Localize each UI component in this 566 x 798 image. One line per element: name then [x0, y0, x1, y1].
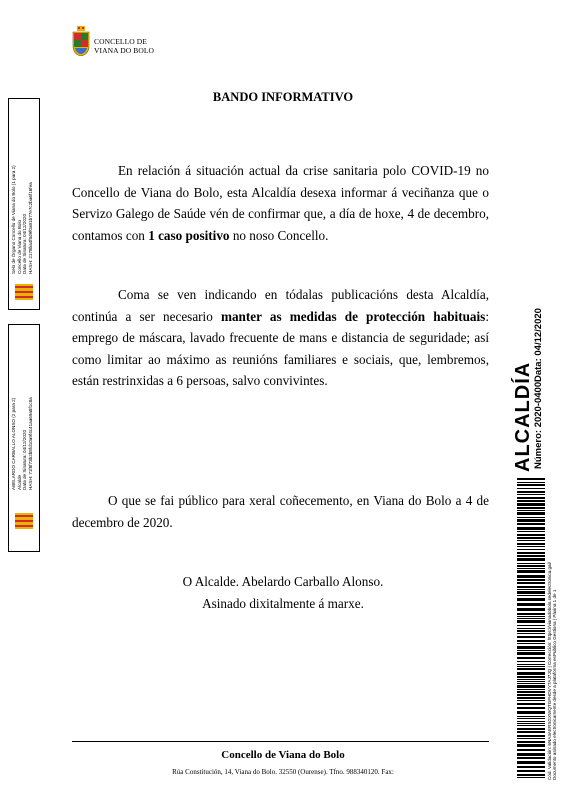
- barcode-bar: [517, 738, 545, 739]
- barcode-bar: [517, 625, 545, 626]
- barcode-bar: [517, 643, 545, 644]
- paragraph-1: [72, 160, 489, 246]
- barcode-bar: [517, 744, 545, 747]
- barcode-bar: [517, 646, 545, 649]
- barcode-bar: [517, 633, 545, 634]
- barcode-bar: [517, 543, 545, 545]
- barcode-bar: [517, 652, 545, 655]
- p1-bold: 1 caso positivo: [148, 227, 230, 243]
- document-title: BANDO INFORMATIVO: [212, 90, 354, 104]
- barcode-bar: [517, 589, 545, 590]
- barcode-bar: [517, 534, 545, 536]
- stamp-1-line: Data de Sinatura: 04/12/2020: [22, 213, 28, 274]
- p2-text-end: : emprego de máscara, lavado frecuente de mans e distancia de seguridade; así como limitar ao máximo as reunións familiares e sociais, que, lembremos, están restrinxidas a 6 persoas, salvo convivintes.: [72, 308, 489, 388]
- barcode-bar: [517, 668, 545, 670]
- barcode-bar: [517, 484, 545, 486]
- barcode-bar: [517, 570, 545, 573]
- barcode-bar: [517, 731, 545, 733]
- barcode-bar: [517, 661, 545, 662]
- barcode-bar: [517, 546, 545, 547]
- barcode-bar: [517, 575, 545, 578]
- barcode-bar: [517, 478, 545, 480]
- barcode-bar: [517, 586, 545, 588]
- barcode-bar: [517, 685, 545, 688]
- signature-line-2: Asinado dixitalmente á marxe.: [202, 595, 364, 611]
- barcode-bar: [517, 527, 545, 530]
- signature-block: [0, 571, 566, 614]
- org-line-2: VIANA DO BOLO: [94, 46, 155, 55]
- barcode-bar: [517, 497, 545, 499]
- barcode-bar: [517, 512, 545, 515]
- coat-of-arms-icon: [15, 284, 33, 300]
- barcode-bar: [517, 774, 545, 776]
- barcode-bar: [517, 707, 545, 709]
- barcode-bar: [517, 711, 545, 714]
- paragraph-3: [72, 490, 489, 533]
- barcode-bar: [517, 603, 545, 606]
- barcode-bar: [517, 735, 545, 737]
- footer-divider: [72, 741, 489, 742]
- barcode-bar: [517, 552, 545, 554]
- barcode-bar: [517, 681, 545, 682]
- coat-of-arms-icon: [72, 26, 90, 56]
- barcode-bar: [517, 568, 545, 569]
- barcode-bar: [517, 517, 545, 518]
- barcode-bar: [517, 741, 545, 743]
- stamp-2-line: ABELARDO CARBALLO ALONSO (2 para 2): [11, 397, 16, 490]
- barcode-bar: [517, 582, 545, 584]
- barcode-bar: [517, 664, 545, 665]
- barcode-bar: [517, 721, 545, 722]
- barcode-bar: [517, 630, 545, 632]
- barcode-bar: [517, 563, 545, 564]
- stamp-2-line: Data de Sinatura: 04/12/2020: [22, 429, 28, 490]
- barcode-bar: [517, 691, 545, 693]
- number-label: Número: 2020-0400: [533, 381, 544, 469]
- barcode-bar: [517, 657, 545, 659]
- barcode-bar: [517, 770, 545, 772]
- barcode-bar: [517, 753, 545, 756]
- barcode-bar: [517, 620, 545, 623]
- barcode-bar: [517, 700, 545, 701]
- validation-line-2: Documento asinado electronicamente desde a plataforma esPublico Gestiona | Páxina 1 de 1: [552, 589, 558, 780]
- barcode-bar: [517, 494, 545, 495]
- barcode-bar: [517, 510, 545, 511]
- barcode-bar: [517, 728, 545, 730]
- barcode-bar: [517, 500, 545, 502]
- barcode-bar: [517, 488, 545, 489]
- barcode-bar: [517, 616, 545, 617]
- barcode-bar: [517, 482, 545, 483]
- section-label: ALCALDÍA: [512, 361, 534, 472]
- date-label: Data: 04/12/2020: [533, 308, 544, 382]
- barcode-bar: [517, 683, 545, 684]
- barcode-bar: [517, 523, 545, 525]
- stamp-1-line: Selo de Órgano Concello de Viana do Bolo (1 para 2): [11, 165, 16, 274]
- barcode-bar: [517, 766, 545, 768]
- barcode-bar: [517, 491, 545, 493]
- barcode-bar: [517, 694, 545, 696]
- footer-address: Rúa Constitución, 14, Viana do Bolo. 32550 (Ourense). Tfno. 988340120. Fax:: [172, 768, 394, 776]
- barcode-bar: [517, 718, 545, 719]
- barcode-bar: [517, 628, 545, 629]
- p2-text: Coma se ven indicando en tódalas publicacións desta Alcaldía, continúa a ser necesario: [72, 287, 489, 324]
- signature-stamp-2: [8, 324, 40, 552]
- p3-text: O que se fai público para xeral coñecemento, en Viana do Bolo a 4 de decembro de 2020.: [72, 493, 489, 530]
- signature-stamp-1: [8, 98, 40, 310]
- stamp-1-line: Concello de Viana do Bolo: [16, 219, 22, 274]
- barcode-bar: [517, 565, 545, 567]
- barcode-bar: [517, 613, 545, 615]
- barcode-bar: [517, 537, 545, 539]
- coat-of-arms-icon: [15, 513, 33, 529]
- p1-text-end: no noso Concello.: [229, 227, 329, 243]
- validation-line-1: Cód. Validación: 6NA3AERSGXWQTGFHDVY7AJ7JQ | Corrección: https://vianadobolo.sedelectronica.gal/: [547, 562, 552, 780]
- barcode-icon: [517, 478, 545, 778]
- barcode-bar: [517, 777, 545, 778]
- barcode-bar: [517, 540, 545, 541]
- stamp-2-line: Alcalde: [16, 474, 22, 490]
- paragraph-2: [72, 284, 489, 392]
- stamp-2-line: HASH: 71f8f73b2b8fd10a9f4c41aa69a8f1c8a: [27, 397, 33, 490]
- barcode-bar: [517, 703, 545, 705]
- barcode-bar: [517, 579, 545, 581]
- stamp-1-line: HASH: 2178ba4f8d9f0a91b77e7c2ba6f16fea: [27, 182, 33, 274]
- barcode-bar: [517, 757, 545, 759]
- p2-bold: manter as medidas de protección habituais: [220, 308, 486, 324]
- stamp-1-text: [11, 165, 33, 274]
- barcode-bar: [517, 503, 545, 506]
- barcode-bar: [517, 640, 545, 642]
- signature-line-1: O Alcalde. Abelardo Carballo Alonso.: [182, 574, 384, 589]
- barcode-bar: [517, 608, 545, 611]
- barcode-bar: [517, 716, 545, 717]
- barcode-bar: [517, 697, 545, 699]
- p1-text: En relación á situación actual da crise sanitaria polo COVID-19 no Concello de Viana do Bolo, esta Alcaldía desexa informar á veciñanza que o Servizo Galego de Saúde vén de confirmar que, a día de hoxe, 4 de decembro, contamos con: [72, 163, 489, 243]
- barcode-bar: [517, 723, 545, 724]
- barcode-bar: [517, 598, 545, 601]
- org-line-1: CONCELLO DE: [94, 37, 147, 46]
- barcode-bar: [517, 618, 545, 619]
- footer-name: Concello de Viana do Bolo: [221, 749, 345, 761]
- barcode-bar: [517, 558, 545, 561]
- barcode-bar: [517, 591, 545, 594]
- validation-text: [547, 562, 558, 780]
- barcode-bar: [517, 749, 545, 751]
- barcode-bar: [517, 531, 545, 532]
- barcode-bar: [517, 672, 545, 675]
- barcode-bar: [517, 650, 545, 651]
- barcode-bar: [517, 676, 545, 678]
- barcode-bar: [517, 666, 545, 667]
- stamp-2-text: [11, 397, 33, 490]
- barcode-bar: [517, 679, 545, 680]
- barcode-bar: [517, 549, 545, 550]
- barcode-bar: [517, 689, 545, 690]
- barcode-bar: [517, 519, 545, 522]
- barcode-bar: [517, 636, 545, 638]
- barcode-bar: [517, 507, 545, 509]
- barcode-bar: [517, 595, 545, 596]
- barcode-bar: [517, 761, 545, 764]
- barcode-bar: [517, 725, 545, 726]
- org-name: [94, 37, 154, 55]
- barcode-bar: [517, 555, 545, 557]
